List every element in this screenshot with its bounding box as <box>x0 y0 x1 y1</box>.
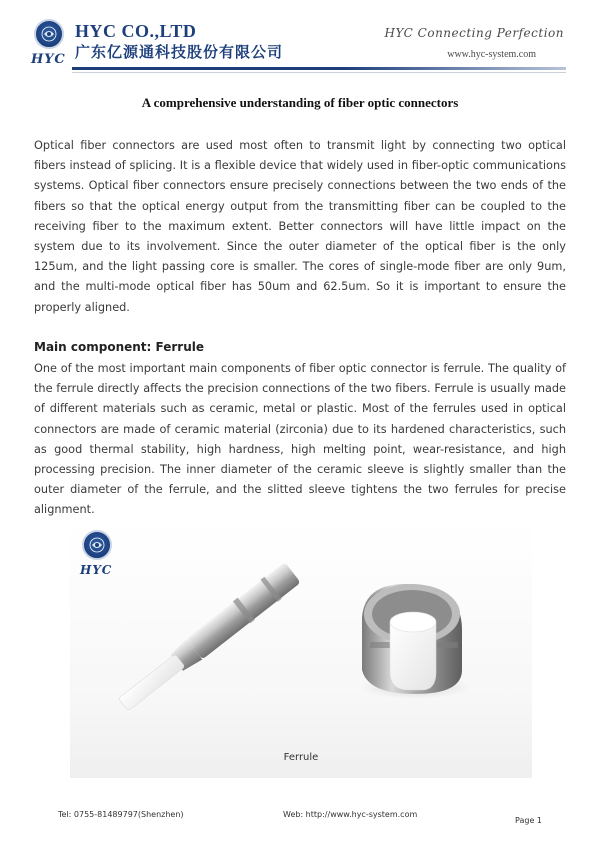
figure-caption: Ferrule <box>283 752 319 763</box>
company-logo-icon <box>34 19 64 49</box>
figure-logo-text: HYC <box>80 563 113 577</box>
footer-telephone: Tel: 0755-81489797(Shenzhen) <box>58 810 184 819</box>
article-title: A comprehensive understanding of fiber optic connectors <box>141 95 459 110</box>
ferrule-sleeve <box>360 584 470 699</box>
page-number: Page 1 <box>515 816 542 825</box>
footer-website: Web: http://www.hyc-system.com <box>283 810 418 819</box>
intro-paragraph: Optical fiber connectors are used most often to transmit light by connecting two optical fibers instead of splicing. It is a flexible device that widely used in fiber-optic communications systems. Optical fiber connectors ensure precisely connections between the two ends of the fibers so that the optical energy output from the transmitting fiber can be coupled to the receiving fiber to the maximum extent. Better connectors will have little impact on the system due to its involvement. Since the outer diameter of the optical fiber is the only 125um, and the light passing core is smaller. The cores of single-mode fiber are only 9um, and the multi-mode optical fiber has 50um and 62.5um. So it is important to ensure the properly aligned. <box>34 139 566 314</box>
ferrule-illustration <box>70 522 532 778</box>
ferrule-photo <box>70 522 532 778</box>
header-divider <box>72 67 566 70</box>
figure-logo-icon <box>82 530 112 560</box>
company-website: www.hyc-system.com <box>447 49 536 60</box>
page-header <box>0 0 600 78</box>
section-paragraph: One of the most important main components of fiber optic connector is ferrule. The quality of the ferrule directly affects the precision connections of the two fibers. Ferrule is usually made of different materials such as ceramic, metal or plastic. Most of the ferrules used in optical connectors are made of ceramic material (zirconia) due to its hardened characteristics, such as good thermal stability, high hardness, high melting point, wear-resistance, and high processing precision. The inner diameter of the ceramic sleeve is slightly smaller than the outer diameter of the ferrule, and the slitted sleeve tightens the two ferrules for precise alignment. <box>34 362 566 517</box>
section-heading: Main component: Ferrule <box>34 340 204 354</box>
company-name-chinese: 广东亿源通科技股份有限公司 <box>75 43 284 61</box>
logo-abbreviation: HYC <box>31 52 66 67</box>
header-divider-thin <box>72 72 566 73</box>
company-slogan: HYC Connecting Perfection <box>384 26 564 40</box>
company-name-english: HYC CO.,LTD <box>75 21 197 41</box>
long-ferrule <box>115 561 302 715</box>
